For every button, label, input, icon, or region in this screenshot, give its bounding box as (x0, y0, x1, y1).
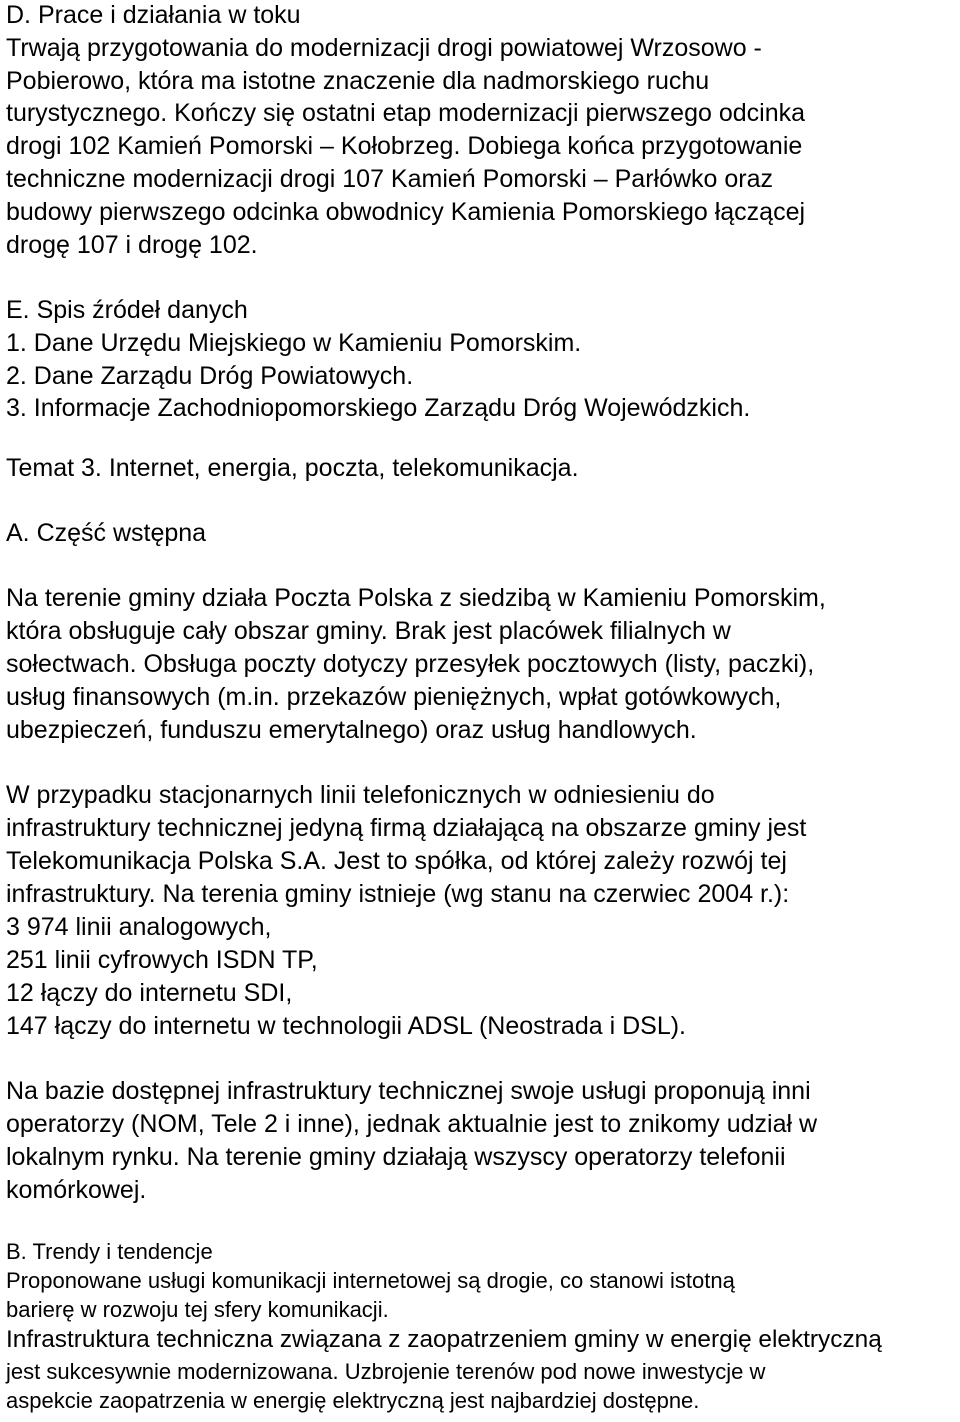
para2-line-3: Telekomunikacja Polska S.A. Jest to spółka, od której zależy rozwój tej (6, 847, 787, 875)
section-d-line-4: drogi 102 Kamień Pomorski – Kołobrzeg. Dobiega końca przygotowanie (6, 132, 803, 160)
section-d-line-2: Pobierowo, która ma istotne znaczenie dla nadmorskiego ruchu (6, 67, 710, 95)
para3-line-4: komórkowej. (6, 1176, 147, 1204)
para3-line-3: lokalnym rynku. Na terenie gminy działają wszyscy operatorzy telefonii (6, 1143, 786, 1171)
section-d-line-1: Trwają przygotowania do modernizacji drogi powiatowej Wrzosowo - (6, 34, 762, 62)
section-b-heading: B. Trendy i tendencje (6, 1239, 213, 1264)
line-count-isdn: 251 linii cyfrowych ISDN TP, (6, 946, 318, 974)
source-item-2: 2. Dane Zarządu Dróg Powiatowych. (6, 362, 414, 390)
para2-line-2: infrastruktury technicznej jedyną firmą działającą na obszarze gminy jest (6, 814, 807, 842)
section-d-line-3: turystycznego. Kończy się ostatni etap modernizacji pierwszego odcinka (6, 99, 806, 127)
line-count-adsl: 147 łączy do internetu w technologii ADSL (Neostrada i DSL). (6, 1012, 686, 1040)
para3-line-1: Na bazie dostępnej infrastruktury technicznej swoje usługi proponują inni (6, 1077, 811, 1105)
para4-line-5: aspekcie zaopatrzenia w energię elektryczną jest najbardziej dostępne. (6, 1388, 700, 1413)
para4-line-4: jest sukcesywnie modernizowana. Uzbrojenie terenów pod nowe inwestycje w (6, 1359, 766, 1384)
para1-line-5: ubezpieczeń, funduszu emerytalnego) oraz usług handlowych. (6, 716, 697, 744)
para2-line-4: infrastruktury. Na terenia gminy istnieje (wg stanu na czerwiec 2004 r.): (6, 880, 790, 908)
para4-line-3: Infrastruktura techniczna związana z zaopatrzeniem gminy w energię elektryczną (6, 1326, 882, 1353)
para1-line-2: która obsługuje cały obszar gminy. Brak jest placówek filialnych w (6, 617, 731, 645)
para4-line-1: Proponowane usługi komunikacji internetowej są drogie, co stanowi istotną (6, 1268, 735, 1293)
para1-line-1: Na terenie gminy działa Poczta Polska z siedzibą w Kamieniu Pomorskim, (6, 584, 826, 612)
para1-line-4: usług finansowych (m.in. przekazów pieniężnych, wpłat gotówkowych, (6, 683, 782, 711)
section-d-line-5: techniczne modernizacji drogi 107 Kamień Pomorski – Parłówko oraz (6, 165, 774, 193)
line-count-sdi: 12 łączy do internetu SDI, (6, 979, 293, 1007)
source-item-1: 1. Dane Urzędu Miejskiego w Kamieniu Pomorskim. (6, 329, 582, 357)
section-d-heading: D. Prace i działania w toku (6, 1, 301, 29)
section-a-heading: A. Część wstępna (6, 519, 207, 547)
source-item-3: 3. Informacje Zachodniopomorskiego Zarządu Dróg Wojewódzkich. (6, 394, 751, 422)
para3-line-2: operatorzy (NOM, Tele 2 i inne), jednak aktualnie jest to znikomy udział w (6, 1110, 818, 1138)
para4-line-2: barierę w rozwoju tej sfery komunikacji. (6, 1297, 389, 1322)
section-d-line-6: budowy pierwszego odcinka obwodnicy Kamienia Pomorskiego łączącej (6, 198, 806, 226)
topic-title: Temat 3. Internet, energia, poczta, telekomunikacja. (6, 454, 579, 482)
section-e-heading: E. Spis źródeł danych (6, 296, 248, 324)
para2-line-1: W przypadku stacjonarnych linii telefonicznych w odniesieniu do (6, 781, 715, 809)
line-count-analog: 3 974 linii analogowych, (6, 913, 272, 941)
para1-line-3: sołectwach. Obsługa poczty dotyczy przesyłek pocztowych (listy, paczki), (6, 650, 815, 678)
section-d-line-7: drogę 107 i drogę 102. (6, 231, 258, 259)
